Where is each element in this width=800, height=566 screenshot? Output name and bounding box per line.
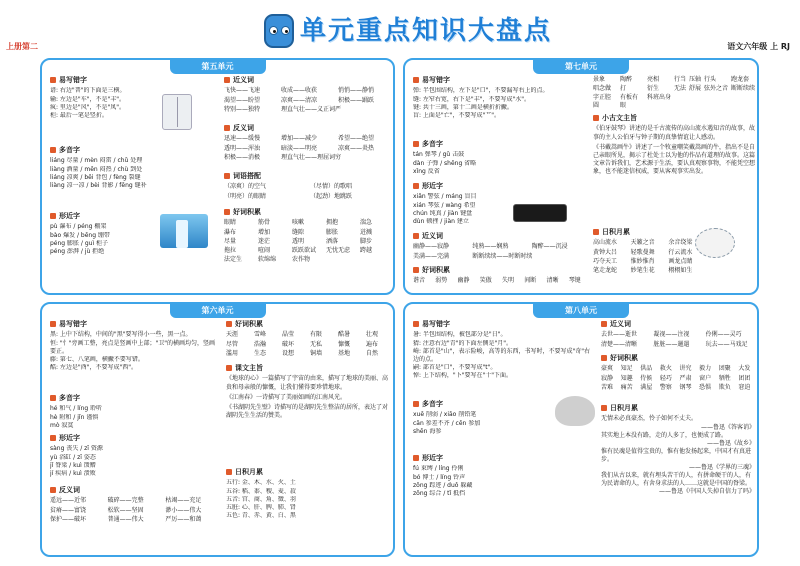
word-item: 软绵绵	[258, 255, 277, 263]
word-item: 窘迫	[738, 383, 751, 391]
unit6-good-words	[226, 320, 392, 358]
word-item: 牺牲	[718, 374, 731, 382]
text-line: 五脏: 心、肝、脾、肺、肾	[226, 503, 296, 511]
quote-source: ——鲁迅《答客诮》	[700, 423, 755, 431]
word-item: 枯竭——充足	[165, 497, 202, 505]
unit7-error-prone	[413, 76, 588, 120]
unit7-synonyms	[413, 232, 588, 261]
word-item: 普通——伟大	[107, 515, 144, 523]
text-line: liáng 尽量 / mèn 闷雷 / chǔ 处理	[50, 157, 143, 165]
word-item: 字正腔圆	[593, 94, 612, 110]
text-line: 酷: 左边是"酉"，不要写成"西"。	[50, 363, 137, 371]
unit8-panel	[403, 302, 759, 557]
section-heading: 形近字	[413, 182, 513, 191]
word-item: 特别——独特	[224, 105, 261, 113]
word-item: 伶俐——灵巧	[705, 331, 742, 339]
text-paragraph: 《江南春》一诗描写了美丽如画的江南风光。	[226, 393, 347, 401]
grade-label: 语文六年级 上 RJ	[727, 42, 790, 51]
word-item: 暗淡——明亮	[281, 144, 318, 152]
unit6-text-summary	[226, 364, 392, 420]
text-line: 崎: 部首是"山"，表示险峻，高等的东西，书写时，不要写成"奇"右边的点。	[413, 347, 590, 363]
word-item: 大发	[738, 365, 751, 373]
word-item: 尽量	[224, 237, 237, 245]
section-heading: 多音字	[50, 146, 215, 155]
text-line: sàng 丧失 / zī 资源	[50, 445, 103, 453]
section-heading: 近义词	[413, 232, 588, 241]
text-line: 五色: 青、赤、黄、白、黑	[226, 511, 296, 519]
text-line: mò 寂寞	[50, 421, 74, 429]
unit7-panel	[403, 58, 759, 295]
word-item: 栩栩如生	[668, 266, 693, 274]
word-item: 收成——收获	[281, 87, 318, 95]
word-item: 生态	[254, 349, 267, 357]
word-item: 唱念做	[593, 85, 612, 93]
unit6-title: 第六单元	[170, 303, 266, 318]
section-heading: 日积月累	[593, 228, 703, 237]
word-item: 跃跃欲试	[292, 246, 317, 254]
header	[0, 0, 800, 54]
word-item: 缝隙	[292, 228, 305, 236]
word-item: 团团	[738, 374, 751, 382]
word-item: 筋骨	[258, 219, 271, 227]
text-line: 恒: "忄"旁画工整，亮点是竖画中上部；"卫"的横画均匀，竖画要正。	[50, 339, 215, 355]
text-line: 缝: 左窄右宽，右下是"丰"，不要写成"水"。	[413, 95, 530, 103]
section-heading: 形近字	[50, 434, 220, 443]
word-item: 高山流水	[593, 239, 618, 247]
word-item: 笔走龙蛇	[593, 266, 618, 274]
unit5-good-words	[224, 208, 392, 264]
mascot-eye-icon	[281, 26, 290, 35]
word-item: 断断续续——时断时续	[472, 252, 533, 260]
unit6-error-prone	[50, 320, 220, 372]
word-item: 咳嗽	[292, 219, 305, 227]
unit7-title: 第七单元	[533, 59, 629, 74]
word-item: 笑傲	[479, 277, 492, 285]
owl-mascot-icon	[264, 14, 294, 48]
section-heading: 词语搭配	[224, 172, 392, 181]
word-item: 断断续续	[731, 85, 756, 93]
word-item: 膨胀	[326, 228, 339, 236]
word-item: 救火	[659, 365, 672, 373]
word-item: 基地	[338, 349, 351, 357]
text-line: chún 纯真 / jiàn 键盘	[413, 209, 473, 217]
text-line: jǐ 脊梁 / kuì 馈赠	[50, 461, 96, 469]
text-line: liáng 凉爽 / bēi 背包 / fèng 裂缝	[50, 173, 141, 181]
text-line: 悼: 上下结构，"卜"要写在"十"下面。	[413, 371, 512, 379]
text-line: 猜: 注意右边"青"的下面左侧是"月"。	[413, 339, 512, 347]
word-item: 惟妙惟肖	[630, 257, 655, 265]
word-item: 知趣	[620, 374, 633, 382]
word-item: 行头	[704, 76, 717, 83]
word-item: 凉爽——清凉	[281, 96, 318, 104]
word-item: 陶醉——沉浸	[531, 243, 568, 251]
word-item: 慷慨	[338, 340, 351, 348]
text-line: 嗣: 部首是"口"，不要写成"t"。	[413, 363, 497, 371]
word-item: 幽静	[457, 277, 470, 285]
unit8-title: 第八单元	[533, 303, 629, 318]
word-item: 纯熟——娴熟	[472, 243, 509, 251]
word-item: 理直气壮——理屈词穷	[281, 153, 342, 161]
word-item: 失明	[502, 277, 515, 285]
word-item: 理直气壮——义正词严	[281, 105, 342, 113]
text-line: 弹: 半包围结构，左下是"口"，不要漏写右上的点。	[413, 87, 549, 95]
text-line: xǐng 反省	[413, 167, 440, 175]
word-item: 迸溅	[360, 228, 373, 236]
section-heading: 日积月累	[601, 404, 755, 413]
word-item: 拖拉	[224, 246, 237, 254]
word-item: （明亮）的眼睛	[224, 192, 267, 200]
word-item: 巧夺天工	[593, 257, 618, 265]
section-heading: 反义词	[50, 486, 220, 495]
text-line: fú 束缚 / líng 伶俐	[413, 465, 464, 473]
word-item: （起劲）地跳跃	[310, 192, 353, 200]
unit7-good-words	[413, 266, 588, 286]
unit5-synonyms	[224, 76, 392, 114]
unit6-panel	[40, 302, 395, 557]
word-item: 眼睛	[224, 219, 237, 227]
word-item: 自然	[366, 349, 379, 357]
word-item: 压轴	[688, 76, 701, 83]
word-item: 妙笔生花	[630, 266, 655, 274]
word-item: 迷茫	[258, 237, 271, 245]
page-title: 单元重点知识大盘点	[300, 16, 553, 46]
text-line: tán 弹琴 / gǔ 击鼓	[413, 151, 465, 159]
word-item: 无忧无虑	[326, 246, 351, 254]
section-heading: 课文主旨	[226, 364, 392, 373]
word-item: 无法	[673, 85, 686, 93]
word-item: 苦难	[601, 383, 614, 391]
unit8-polyphones	[413, 400, 553, 436]
unit7-more-words	[593, 76, 755, 110]
word-item: 设想	[282, 349, 295, 357]
word-item: 积极——消极	[224, 153, 261, 161]
word-item: 松软——坚固	[107, 506, 144, 514]
section-heading: 近义词	[224, 76, 392, 85]
word-item: 轻巧	[659, 374, 672, 382]
text-line: dùn 顿挫 / jiàn 建立	[413, 217, 469, 225]
word-item: 尽管	[226, 340, 239, 348]
unit8-good-words	[601, 354, 755, 392]
section-heading: 好词积累	[601, 354, 755, 363]
word-item: 晶莹	[282, 331, 295, 339]
wardrobe-image	[162, 94, 192, 130]
word-item: 清楚——清晰	[601, 340, 638, 348]
text-line: bó 博士 / líng 铃声	[413, 473, 466, 481]
text-line: 藤: 第七、八笔画，横撇不要写错。	[50, 355, 144, 363]
word-item: 跨越	[360, 246, 373, 254]
word-item: 画龙点睛	[668, 257, 693, 265]
word-item: 钢琴	[679, 383, 692, 391]
word-item: 雪峰	[254, 331, 267, 339]
text-line: 谱: 右边"普"的下面是三横。	[50, 87, 126, 95]
mascot-eye-icon	[269, 26, 278, 35]
word-item: 凝视——注视	[653, 331, 690, 339]
word-item: 凉爽——炎热	[338, 144, 375, 152]
word-item: 打	[619, 85, 626, 93]
word-item: 飞快——飞速	[224, 87, 261, 95]
word-item: 寂静	[601, 374, 614, 382]
quote-line: 无情未必真豪杰，怜子如何不丈夫。	[601, 415, 698, 423]
word-item: 行当	[673, 76, 686, 83]
word-item: 有限	[310, 331, 323, 339]
quote-source: ——鲁迅《学界的三魂》	[688, 464, 755, 471]
text-line: zōng 踪迹 / duǒ 躲藏	[413, 481, 473, 489]
word-item: 增加	[258, 228, 271, 236]
text-line: 暑: 半包围结构，被包部分是"日"。	[413, 331, 507, 339]
unit6-daily-accumulation	[226, 468, 392, 520]
section-heading: 形近字	[50, 212, 160, 221]
word-item: 亮相	[646, 76, 659, 83]
word-item: 警察	[659, 383, 672, 391]
word-item: 希望——绝望	[338, 135, 375, 143]
section-heading: 易写错字	[50, 320, 220, 329]
text-line: cān 参差不齐 / cēn 参加	[413, 419, 481, 427]
word-item: 破碎——完整	[107, 497, 144, 505]
word-item: 黄钟大吕	[593, 248, 618, 256]
word-item: 侍候	[640, 374, 653, 382]
word-item: 陶醉	[619, 76, 632, 83]
section-heading: 小古文主旨	[593, 114, 755, 123]
word-item: 衍生	[646, 85, 659, 93]
unit5-panel	[40, 58, 395, 295]
word-item: 积极——踊跃	[338, 96, 375, 104]
word-item: 贫瘠——富饶	[50, 506, 87, 514]
unit5-title: 第五单元	[170, 59, 266, 74]
text-line: xián 琴弦 / wàng 希望	[413, 201, 476, 209]
unit8-similar-chars	[413, 454, 591, 498]
word-item: 透明	[292, 237, 305, 245]
section-heading: 易写错字	[413, 320, 591, 329]
section-heading: 形近字	[413, 454, 591, 463]
quote-line: 我们从古以来，就有埋头苦干的人，有拼命硬干的人，有为民请命的人，有舍身求法的人……这就是中国的脊梁。	[601, 472, 752, 488]
unit5-antonyms	[224, 124, 392, 162]
teapot-image	[695, 228, 735, 258]
word-item: 破坏	[282, 340, 295, 348]
unit8-error-prone	[413, 320, 591, 380]
text-line: 键: 共十三画，第十二画是横折折撇。	[413, 103, 513, 111]
section-heading: 易写错字	[50, 76, 215, 85]
text-line: 柜: 最后一笔是竖折。	[50, 111, 108, 119]
word-item: 欺负	[718, 383, 731, 391]
word-item: 拥抱	[326, 219, 339, 227]
word-item: 脏脏——邋遢	[653, 340, 690, 348]
word-item: （尽情）的歌唱	[310, 183, 353, 191]
word-item: 铜墙	[310, 349, 323, 357]
text-line: liàng 酒量 / mēn 闷热 / chù 到处	[50, 165, 143, 173]
word-item: 瀑布	[224, 228, 237, 236]
text-line: liàng 凉一凉 / bèi 背影 / fēng 缝补	[50, 181, 147, 189]
word-item: 去世——逝世	[601, 331, 638, 339]
text-line: shēn 海参	[413, 427, 442, 435]
word-item: 谐音	[413, 277, 426, 285]
word-item: 增加——减少	[281, 135, 318, 143]
word-item: 天籁之音	[630, 239, 655, 247]
word-item: 余音绕梁	[668, 239, 693, 247]
unit7-daily-accumulation	[593, 228, 703, 275]
word-item: 弦外之音	[704, 85, 729, 93]
word-item: 无私	[310, 340, 323, 348]
unit5-collocations	[224, 172, 392, 201]
text-line: péng 膨胀 / guì 柜子	[50, 239, 109, 247]
unit7-polyphones	[413, 140, 588, 176]
section-heading: 日积月累	[226, 468, 392, 477]
text-paragraph: 《地球的心》一篇描写了宇宙的由来，描写了地球的美丽、高贵和母亲般的慷慨，让我们懂得要珍惜地球。	[226, 375, 389, 391]
word-item: 清晰	[546, 277, 559, 285]
text-line: 五音: 宫、商、角、徵、羽	[226, 495, 296, 503]
unit6-antonyms	[50, 486, 220, 524]
text-line: hè 附和 / jǐn 谨慎	[50, 413, 99, 421]
word-item: 琴键	[568, 277, 581, 285]
unit7-similar-chars	[413, 182, 513, 226]
section-heading: 多音字	[50, 394, 220, 403]
keyboard-image	[513, 204, 567, 222]
text-paragraph: 《书湖阴先生壁》诗描写的是湖阴先生整洁的居所，表达了对湖阴先生生活的赞美。	[226, 403, 389, 419]
word-item: 有板有眼	[619, 94, 638, 110]
word-item: 脚步	[360, 237, 373, 245]
text-line: bào 爆发 / bēng 绷带	[50, 231, 110, 239]
word-item: 迅速——缓慢	[224, 135, 261, 143]
text-paragraph: 《伯牙鼓琴》讲述的是千古流传的高山流水遇知音的故事，故事的主人公伯牙与钟子期的真挚情谊让人感动。	[593, 125, 756, 141]
text-line: péng 澎湃 / jù 拒绝	[50, 247, 105, 255]
word-item: 行云流水	[668, 248, 693, 256]
waterfall-image	[160, 214, 208, 248]
word-item: 科班出身	[646, 94, 671, 102]
section-heading: 多音字	[413, 140, 588, 149]
word-item: 遍布	[366, 340, 379, 348]
unit8-daily-accumulation	[601, 404, 755, 496]
section-heading: 好词积累	[224, 208, 392, 217]
word-item: 轻歌曼舞	[630, 248, 655, 256]
word-item: 舒展	[688, 85, 701, 93]
section-heading: 近义词	[601, 320, 755, 329]
word-item: 渴望——盼望	[224, 96, 261, 104]
word-item: 团聚	[718, 365, 731, 373]
text-line: hé 和气 / líng 聆听	[50, 405, 103, 413]
word-item: 天涯	[226, 331, 239, 339]
text-line: 盲: 上面是"亡"，不要写成"艹"。	[413, 111, 500, 119]
unit7-classical-summary	[593, 114, 755, 176]
unit5-similar-chars	[50, 212, 160, 256]
unit5-polyphones	[50, 146, 215, 190]
word-item: 悄悄——静悄	[338, 87, 375, 95]
word-item: 渺小——伟大	[165, 506, 202, 514]
text-line: 五谷: 稻、黍、稷、麦、菽	[226, 487, 296, 495]
text-paragraph: 《书戴嵩画牛》讲述了一个牧童嘲笑戴嵩画的牛，指出不是自己亲眼所见，揭示了杜处士以为他的作品有道理的故事。这篇文章告诉我们，艺术源于生活，要认真观察事物，不能凭空想象，也不能迷信权威，要从客观事实出发。	[593, 143, 756, 175]
word-item: 严厉——和蔼	[165, 515, 202, 523]
section-heading: 易写错字	[413, 76, 588, 85]
word-item: 法定生	[224, 255, 243, 263]
text-line: zōng 综合 / tǐ 抵挡	[413, 489, 466, 497]
word-item: 浩瀚	[254, 340, 267, 348]
section-heading: 好词积累	[413, 266, 588, 275]
word-item: 幽静——寂静	[413, 243, 450, 251]
word-item: 景象	[593, 76, 606, 83]
word-item: 满屋	[640, 383, 653, 391]
word-item: 严肃	[679, 374, 692, 382]
section-heading: 反义词	[224, 124, 392, 133]
word-item: 酷暑	[338, 331, 351, 339]
unit6-polyphones	[50, 394, 220, 430]
text-line: pù 瀑布 / péng 棚架	[50, 223, 107, 231]
text-line: xiǎn 警弦 / máng 盲目	[413, 193, 477, 201]
word-item: 农作物	[292, 255, 311, 263]
word-item: 遥远——近邻	[50, 497, 87, 505]
word-item: 知足	[620, 365, 633, 373]
text-line: dàn 子弹 / shēng 省略	[413, 159, 477, 167]
word-item: 毅力	[699, 365, 712, 373]
text-line: 输: 左边是"车"，不是"丰"。	[50, 95, 125, 103]
word-item: 弱势	[435, 277, 448, 285]
unit8-synonyms	[601, 320, 755, 349]
word-item: 恐惧	[699, 383, 712, 391]
text-line: yù 浴缸 / zī 姿态	[50, 453, 96, 461]
text-line: 疯: 里边是"风"，不是"凤"。	[50, 103, 125, 111]
word-item: 讲究	[679, 365, 692, 373]
word-item: 壮观	[366, 331, 379, 339]
word-item: 痛苦	[620, 383, 633, 391]
quote-source: ——鲁迅《中国人失掉自信力了吗》	[658, 488, 755, 496]
edition-label: 上册第二	[6, 42, 38, 51]
word-item: 供品	[640, 365, 653, 373]
quote-line: 其实地上本没有路，走的人多了，也便成了路。	[601, 431, 728, 439]
word-item: （凉爽）的空气	[224, 183, 267, 191]
section-heading: 多音字	[413, 400, 553, 409]
hedgehog-image	[555, 396, 595, 426]
word-item: 喧闹	[258, 246, 271, 254]
word-item: 美满——完满	[413, 252, 450, 260]
text-line: xuē 削弱 / xiāo 削铅笔	[413, 411, 477, 419]
unit6-similar-chars	[50, 434, 220, 478]
quote-source: ——鲁迅《故乡》	[706, 439, 755, 447]
section-heading: 好词积累	[226, 320, 392, 329]
word-item: 透明——浑浊	[224, 144, 261, 152]
word-item: 跑龙套	[731, 76, 750, 83]
word-item: 玩去——马戏足	[705, 340, 748, 348]
quote-line: 惟有民魂是值得宝贵的，惟有他发扬起来，中国才有真进步。	[601, 447, 752, 463]
word-item: 豪爽	[601, 365, 614, 373]
word-item: 滥用	[226, 349, 239, 357]
word-item: 湍急	[360, 219, 373, 227]
word-item: 保护——破坏	[50, 515, 87, 523]
text-line: 五行: 金、木、水、火、土	[226, 479, 296, 487]
word-item: 窗户	[699, 374, 712, 382]
word-item: 间断	[524, 277, 537, 285]
text-line: 黑: 上中下结构，中间的"黑"要写得小一些，黑一点。	[50, 331, 192, 339]
word-item: 洒落	[326, 237, 339, 245]
text-line: jí 疾病 / kuì 溃败	[50, 469, 96, 477]
